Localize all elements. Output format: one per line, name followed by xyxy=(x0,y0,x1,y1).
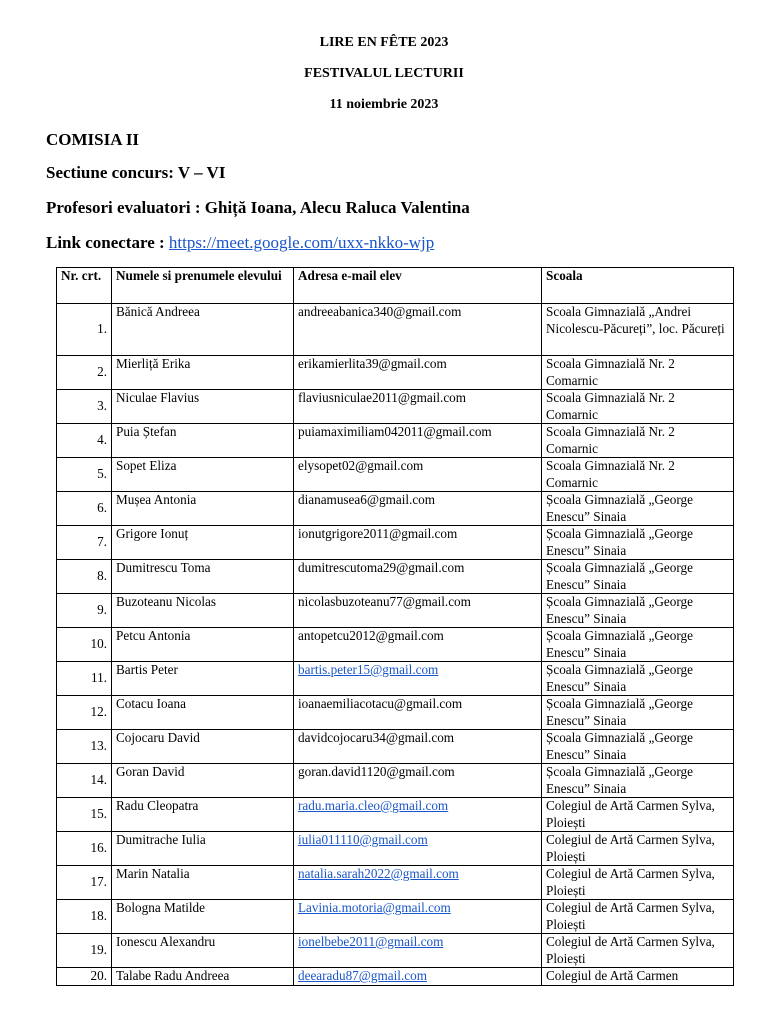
school-name: Școala Gimnazială „George Enescu” Sinaia xyxy=(542,696,734,730)
row-number: 10. xyxy=(57,628,112,662)
student-email-cell xyxy=(294,560,542,594)
school-name: Școala Gimnazială „George Enescu” Sinaia xyxy=(542,492,734,526)
row-number: 11. xyxy=(57,662,112,696)
row-number: 19. xyxy=(57,934,112,968)
school-name: Colegiul de Artă Carmen Sylva, Ploiești xyxy=(542,866,734,900)
student-name: Buzoteanu Nicolas xyxy=(112,594,294,628)
row-number: 18. xyxy=(57,900,112,934)
school-name: Colegiul de Artă Carmen Sylva, Ploiești xyxy=(542,934,734,968)
school-name: Colegiul de Artă Carmen xyxy=(542,968,734,986)
table-row xyxy=(57,594,734,628)
meeting-link[interactable]: https://meet.google.com/uxx-nkko-wjp xyxy=(168,233,435,252)
student-email-cell xyxy=(294,866,542,900)
student-email: ionutgrigore2011@gmail.com xyxy=(298,526,458,541)
school-name: Școala Gimnazială „George Enescu” Sinaia xyxy=(542,628,734,662)
table-row xyxy=(57,866,734,900)
row-number: 6. xyxy=(57,492,112,526)
student-name: Sopet Eliza xyxy=(112,458,294,492)
table-row xyxy=(57,390,734,424)
table-row xyxy=(57,968,734,986)
row-number: 5. xyxy=(57,458,112,492)
student-email-cell xyxy=(294,304,542,356)
student-email-cell xyxy=(294,764,542,798)
table-row xyxy=(57,900,734,934)
student-email-cell xyxy=(294,424,542,458)
header-school: Scoala xyxy=(542,268,734,304)
table-row xyxy=(57,798,734,832)
school-name: Colegiul de Artă Carmen Sylva, Ploiești xyxy=(542,832,734,866)
connection-label: Link conectare : xyxy=(46,233,169,252)
school-name: Scoala Gimnazială Nr. 2 Comarnic xyxy=(542,424,734,458)
student-name: Niculae Flavius xyxy=(112,390,294,424)
school-name: Școala Gimnazială „George Enescu” Sinaia xyxy=(542,526,734,560)
student-name: Goran David xyxy=(112,764,294,798)
evaluators: Profesori evaluatori : Ghiță Ioana, Alecu Raluca Valentina xyxy=(46,198,470,217)
row-number: 9. xyxy=(57,594,112,628)
student-name: Cojocaru David xyxy=(112,730,294,764)
table-row xyxy=(57,730,734,764)
student-email[interactable]: bartis.peter15@gmail.com xyxy=(298,662,439,677)
student-email-cell xyxy=(294,900,542,934)
student-email[interactable]: Lavinia.motoria@gmail.com xyxy=(298,900,451,915)
student-email[interactable]: natalia.sarah2022@gmail.com xyxy=(298,866,459,881)
student-email-cell xyxy=(294,390,542,424)
student-name: Talabe Radu Andreea xyxy=(112,968,294,986)
doc-title: LIRE EN FÊTE 2023 xyxy=(319,35,449,50)
table-row xyxy=(57,662,734,696)
student-name: Cotacu Ioana xyxy=(112,696,294,730)
connection-line xyxy=(46,233,434,253)
header-nr: Nr. crt. xyxy=(57,268,112,304)
school-name: Colegiul de Artă Carmen Sylva, Ploiești xyxy=(542,900,734,934)
table-row xyxy=(57,424,734,458)
student-email: goran.david1120@gmail.com xyxy=(298,764,455,779)
student-email: elysopet02@gmail.com xyxy=(298,458,424,473)
row-number: 8. xyxy=(57,560,112,594)
school-name: Școala Gimnazială „George Enescu” Sinaia xyxy=(542,662,734,696)
row-number: 7. xyxy=(57,526,112,560)
school-name: Școala Gimnazială „George Enescu” Sinaia xyxy=(542,594,734,628)
row-number: 16. xyxy=(57,832,112,866)
table-row xyxy=(57,764,734,798)
student-email-cell xyxy=(294,628,542,662)
school-name: Școala Gimnazială „George Enescu” Sinaia xyxy=(542,730,734,764)
header-email: Adresa e-mail elev xyxy=(294,268,542,304)
table-row xyxy=(57,526,734,560)
festival-name: FESTIVALUL LECTURII xyxy=(304,66,464,81)
student-email[interactable]: radu.maria.cleo@gmail.com xyxy=(298,798,449,813)
row-number: 14. xyxy=(57,764,112,798)
student-email-cell xyxy=(294,832,542,866)
commission-title: COMISIA II xyxy=(46,130,140,149)
student-email: flaviusniculae2011@gmail.com xyxy=(298,390,467,405)
student-email: nicolasbuzoteanu77@gmail.com xyxy=(298,594,471,609)
row-number: 4. xyxy=(57,424,112,458)
student-email: erikamierlita39@gmail.com xyxy=(298,356,447,371)
student-name: Bănică Andreea xyxy=(112,304,294,356)
student-name: Mușea Antonia xyxy=(112,492,294,526)
header-name: Numele si prenumele elevului xyxy=(112,268,294,304)
row-number: 15. xyxy=(57,798,112,832)
student-name: Dumitrache Iulia xyxy=(112,832,294,866)
table-header-row xyxy=(57,268,734,304)
school-name: Colegiul de Artă Carmen Sylva, Ploiești xyxy=(542,798,734,832)
student-name: Mierliță Erika xyxy=(112,356,294,390)
table-row xyxy=(57,832,734,866)
row-number: 20. xyxy=(57,968,112,986)
student-email-cell xyxy=(294,526,542,560)
student-email-cell xyxy=(294,458,542,492)
student-email-cell xyxy=(294,492,542,526)
row-number: 2. xyxy=(57,356,112,390)
student-name: Puia Ștefan xyxy=(112,424,294,458)
student-email: ioanaemiliacotacu@gmail.com xyxy=(298,696,463,711)
table-row xyxy=(57,492,734,526)
table-row xyxy=(57,356,734,390)
event-date: 11 noiembrie 2023 xyxy=(329,97,439,112)
student-name: Dumitrescu Toma xyxy=(112,560,294,594)
student-email-cell xyxy=(294,594,542,628)
student-name: Grigore Ionuț xyxy=(112,526,294,560)
student-email-cell xyxy=(294,968,542,986)
school-name: Școala Gimnazială „George Enescu” Sinaia xyxy=(542,560,734,594)
student-email: dianamusea6@gmail.com xyxy=(298,492,436,507)
student-email: davidcojocaru34@gmail.com xyxy=(298,730,455,745)
student-name: Radu Cleopatra xyxy=(112,798,294,832)
student-email: puiamaximiliam042011@gmail.com xyxy=(298,424,492,439)
student-name: Bartis Peter xyxy=(112,662,294,696)
student-email-cell xyxy=(294,356,542,390)
school-name: Scoala Gimnazială Nr. 2 Comarnic xyxy=(542,458,734,492)
student-email[interactable]: ionelbebe2011@gmail.com xyxy=(298,934,444,949)
student-email[interactable]: iulia011110@gmail.com xyxy=(298,832,428,847)
table-row xyxy=(57,560,734,594)
student-email: andreeabanica340@gmail.com xyxy=(298,304,462,319)
student-email-cell xyxy=(294,696,542,730)
student-name: Ionescu Alexandru xyxy=(112,934,294,968)
student-email-cell xyxy=(294,798,542,832)
row-number: 3. xyxy=(57,390,112,424)
student-name: Petcu Antonia xyxy=(112,628,294,662)
school-name: Scoala Gimnazială Nr. 2 Comarnic xyxy=(542,390,734,424)
table-row xyxy=(57,934,734,968)
student-email-cell xyxy=(294,730,542,764)
school-name: Scoala Gimnazială „Andrei Nicolescu-Păcureți”, loc. Păcureți xyxy=(542,304,734,356)
student-email-cell xyxy=(294,662,542,696)
contest-section: Sectiune concurs: V – VI xyxy=(46,163,226,182)
student-email[interactable]: deearadu87@gmail.com xyxy=(298,968,427,983)
student-email-cell xyxy=(294,934,542,968)
row-number: 12. xyxy=(57,696,112,730)
row-number: 17. xyxy=(57,866,112,900)
table-row xyxy=(57,628,734,662)
school-name: Școala Gimnazială „George Enescu” Sinaia xyxy=(542,764,734,798)
student-name: Marin Natalia xyxy=(112,866,294,900)
participants-table xyxy=(56,267,734,986)
row-number: 1. xyxy=(57,304,112,356)
student-email: antopetcu2012@gmail.com xyxy=(298,628,444,643)
table-row xyxy=(57,696,734,730)
school-name: Scoala Gimnazială Nr. 2 Comarnic xyxy=(542,356,734,390)
student-email: dumitrescutoma29@gmail.com xyxy=(298,560,465,575)
table-row xyxy=(57,304,734,356)
student-name: Bologna Matilde xyxy=(112,900,294,934)
table-row xyxy=(57,458,734,492)
row-number: 13. xyxy=(57,730,112,764)
